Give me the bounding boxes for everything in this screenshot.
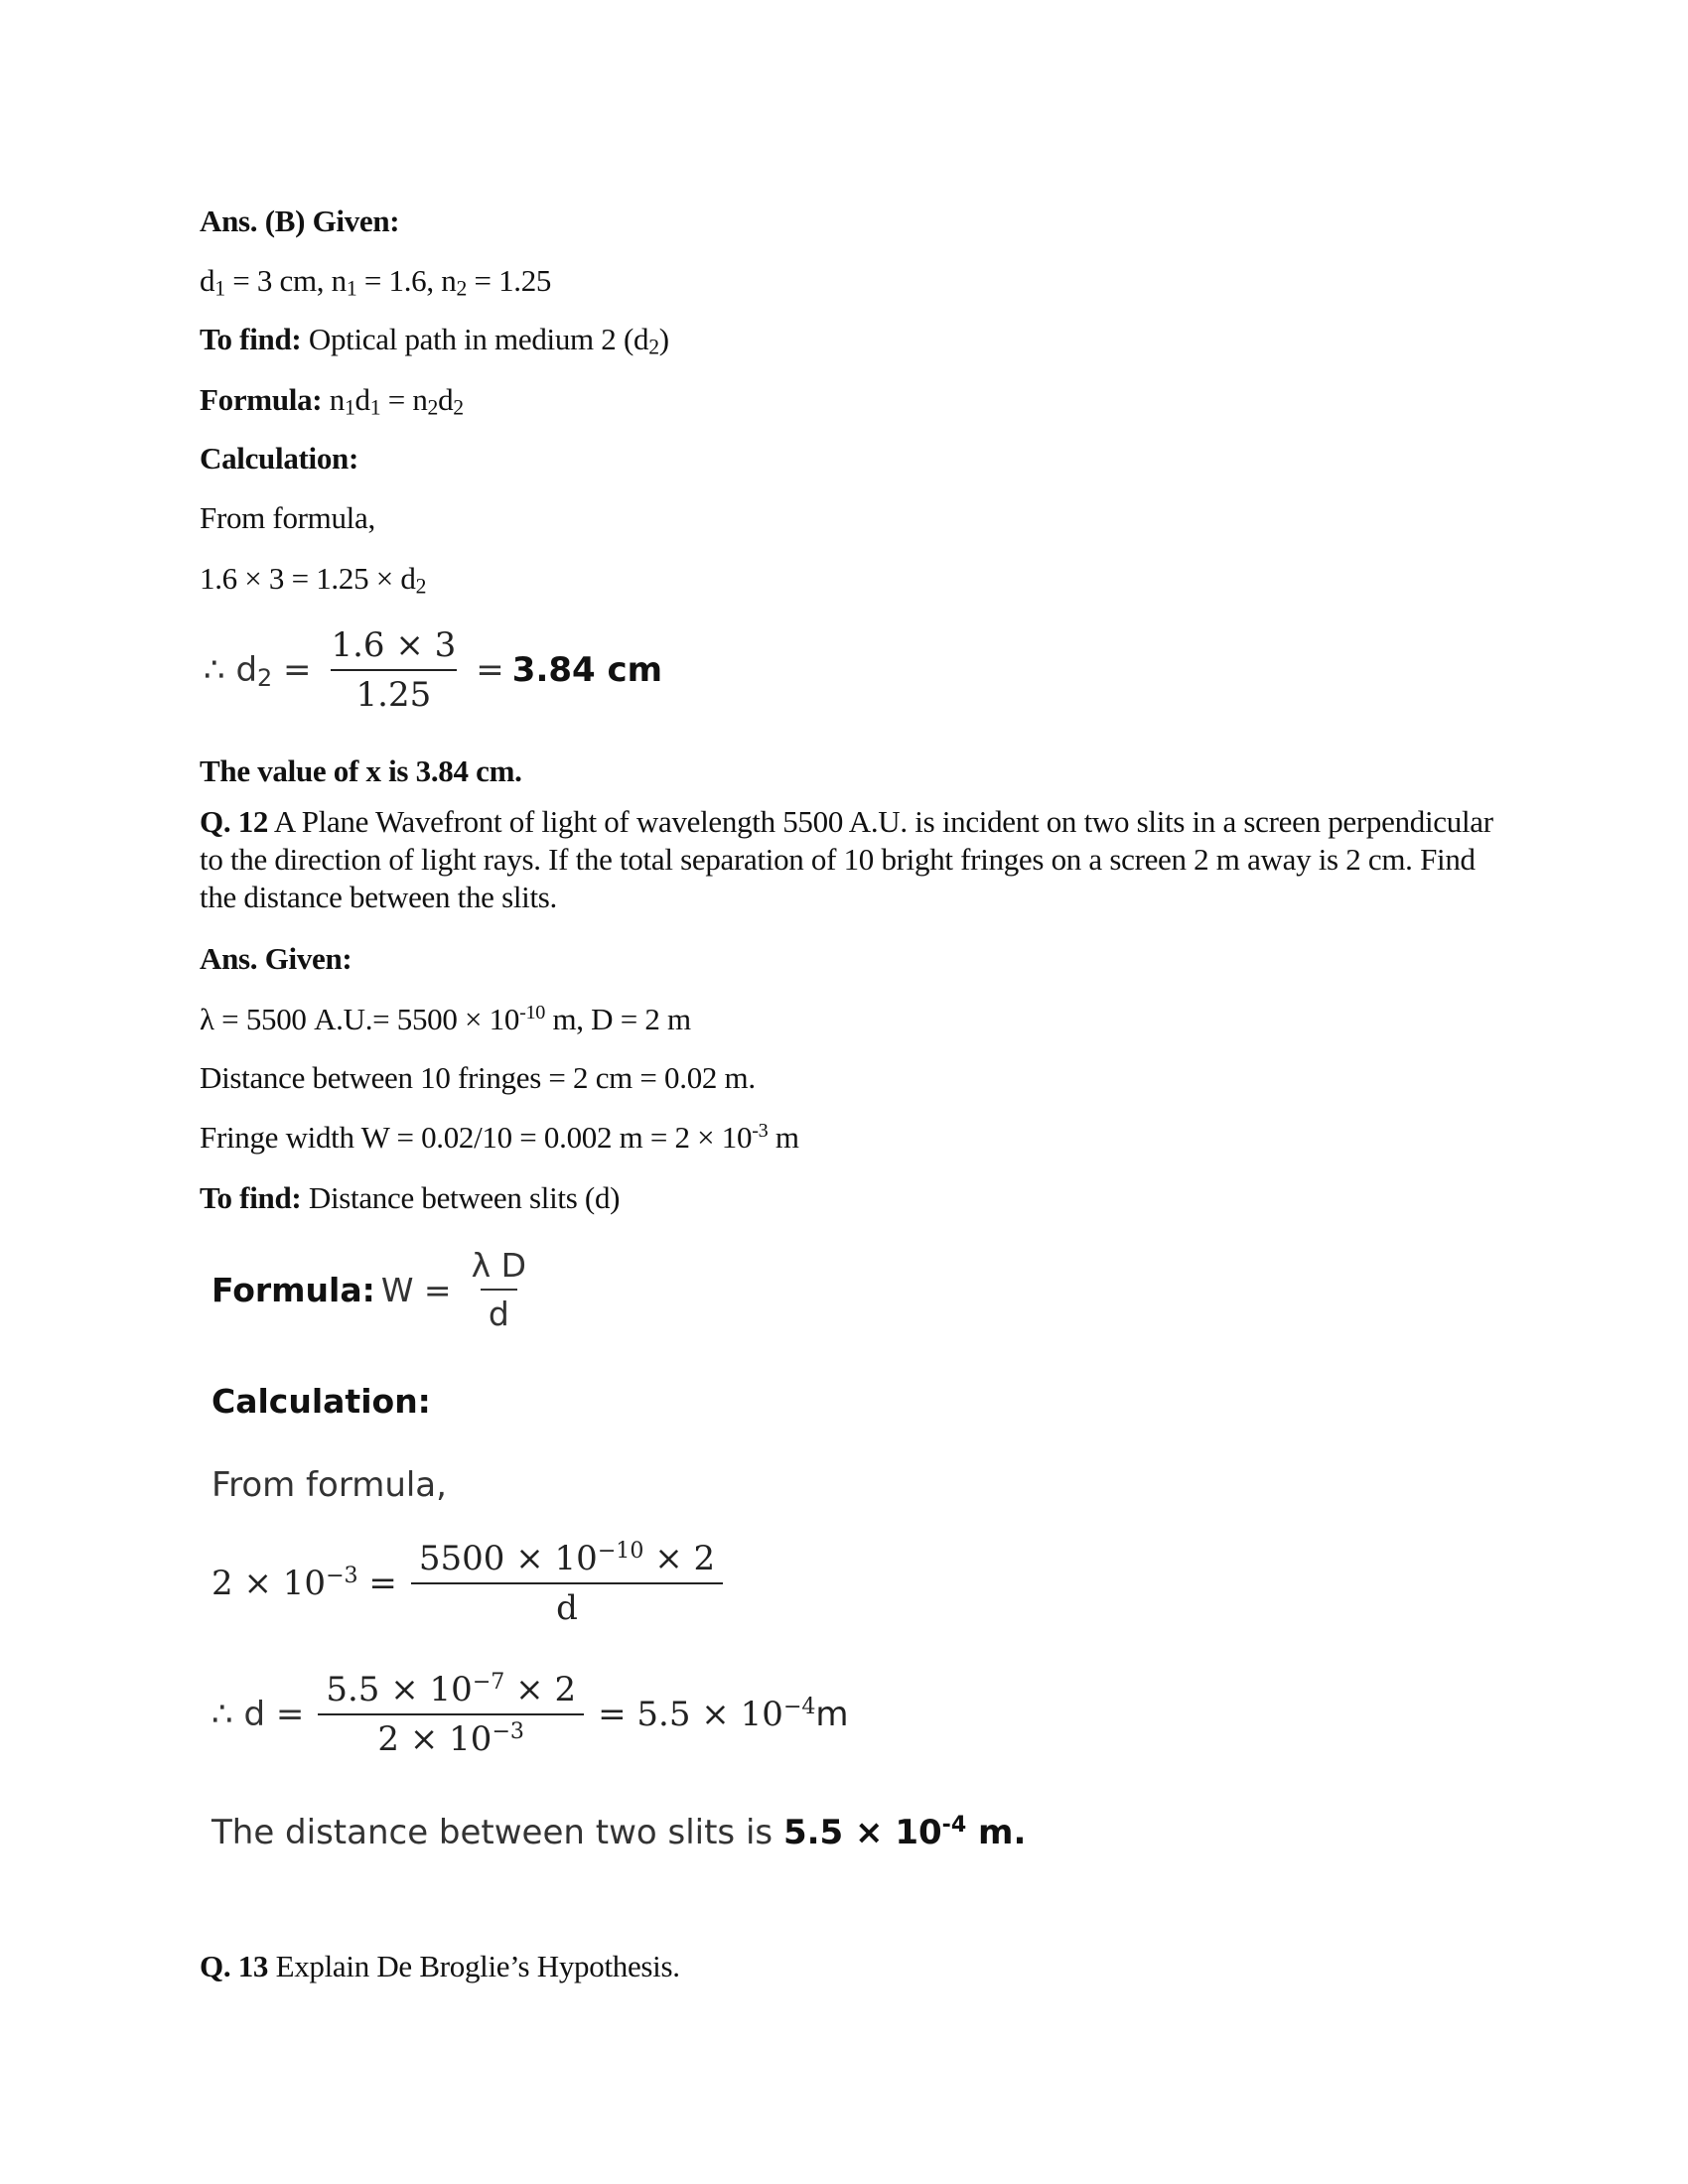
formula-fraction — [464, 1246, 534, 1333]
formula-label: Formula: — [200, 382, 323, 417]
result-value: 3.84 cm — [511, 650, 663, 690]
equation-rhs: = $5.5 \times 10^{-4}m$ — [598, 1693, 849, 1734]
fraction-numerator: λ D — [471, 1246, 527, 1285]
given-distance-q12: Distance between 10 fringes = 2 cm = 0.02 m. — [200, 1060, 756, 1095]
from-formula-q12: From formula, — [211, 1465, 447, 1505]
d1-value: = 3 cm, — [224, 263, 332, 298]
lambda-exponent: -10 — [519, 1001, 546, 1024]
question-13 — [200, 1948, 680, 1985]
result-equation-q11 — [204, 625, 662, 715]
formula-q11 — [200, 381, 464, 419]
to-find-close: ) — [658, 322, 669, 356]
lambda-text: λ = 5500 A.U.= 5500 × 10 — [200, 1002, 520, 1036]
equation-fraction — [411, 1539, 723, 1628]
calc-step-subscript: 2 — [415, 574, 427, 599]
given-values-q11 — [200, 262, 551, 300]
formula-subscript: 1 — [344, 395, 355, 420]
formula-lhs: W = — [380, 1270, 452, 1309]
to-find-subscript: 2 — [648, 335, 659, 359]
fraction-numerator: $5500 \times 10^{-10} \times 2$ — [418, 1537, 716, 1578]
fringe-text-end: m — [768, 1120, 799, 1155]
calculation-label-q11: Calculation: — [200, 441, 359, 476]
given-lambda-q12 — [200, 1001, 691, 1038]
question-number: Q. 13 — [200, 1949, 269, 1983]
n1-subscript: 1 — [346, 276, 357, 301]
fraction-numerator: 1.6 × 3 — [331, 625, 457, 665]
fraction-denominator: 1.25 — [331, 669, 458, 715]
formula-subscript: 2 — [453, 395, 464, 420]
from-formula-q11: From formula, — [200, 500, 375, 535]
calc-step-text: 1.6 × 3 = 1.25 × d — [200, 561, 416, 596]
fringe-text: Fringe width W = 0.02/10 = 0.002 m = 2 × 10 — [200, 1120, 753, 1155]
n2-symbol: n — [441, 263, 457, 298]
fraction-denominator: $2 \times 10^{-3}$ — [318, 1713, 584, 1759]
answer-heading-q12: Ans. Given: — [200, 941, 352, 976]
result-fraction — [323, 625, 464, 715]
formula-part: d — [438, 382, 454, 417]
answer-heading-q11: Ans. (B) Given: — [200, 204, 400, 238]
formula-part: d — [354, 382, 370, 417]
to-find-label: To find: — [200, 1180, 302, 1215]
n1-value: = 1.6, — [356, 263, 442, 298]
n2-value: = 1.25 — [467, 263, 552, 298]
question-number: Q. 12 — [200, 804, 269, 839]
n2-subscript: 2 — [456, 276, 467, 301]
conclusion-q11: The value of x is 3.84 cm. — [200, 753, 522, 788]
formula-part: = n — [380, 382, 428, 417]
lambda-text-end: m, D = 2 m — [545, 1002, 691, 1036]
equation-fraction — [318, 1670, 584, 1759]
fraction-denominator: d — [411, 1582, 723, 1628]
to-find-q12 — [200, 1179, 620, 1217]
fringe-exponent: -3 — [752, 1119, 769, 1142]
equation-lhs: ∴ d = — [211, 1695, 305, 1734]
to-find-label: To find: — [200, 322, 302, 356]
equation-lhs: $2 \times 10^{-3}$ = — [211, 1562, 397, 1603]
fraction-denominator: d — [481, 1289, 517, 1333]
calc-step-q11 — [200, 560, 426, 598]
calculation-label-q12: Calculation: — [211, 1382, 431, 1421]
question-12 — [200, 803, 1510, 916]
question-text: Explain De Broglie’s Hypothesis. — [268, 1949, 680, 1983]
d1-symbol: d — [200, 263, 215, 298]
fraction-numerator: $5.5 \times 10^{-7} \times 2$ — [326, 1668, 577, 1709]
conclusion-value: $5.5 \times 10^{-4}$ m. — [782, 1811, 1027, 1852]
conclusion-text: The distance between two slits is — [211, 1813, 783, 1852]
equation-1-q12 — [211, 1539, 723, 1628]
to-find-text: Distance between slits (d) — [301, 1180, 621, 1215]
to-find-q11 — [200, 321, 669, 358]
d1-subscript: 1 — [214, 276, 225, 301]
question-text: A Plane Wavefront of light of wavelength 5500 A.U. is incident on two slits in a screen perpendicular to the direction of light rays. If the total separation of 10 bright fringes on a screen 2 m away is 2 cm. Find the distance between the slits. — [200, 804, 1493, 914]
formula-subscript: 2 — [427, 395, 439, 420]
result-lhs: ∴ $d_2$ = — [204, 650, 312, 692]
result-equals: = — [476, 650, 504, 690]
formula-q12 — [211, 1246, 534, 1333]
equation-2-q12 — [211, 1670, 849, 1759]
formula-subscript: 1 — [369, 395, 381, 420]
to-find-text: Optical path in medium 2 (d — [301, 322, 649, 356]
given-fringe-width-q12 — [200, 1119, 799, 1157]
conclusion-q12 — [211, 1813, 1026, 1852]
formula-label: Formula: — [211, 1270, 375, 1309]
formula-part: n — [322, 382, 345, 417]
n1-symbol: n — [331, 263, 347, 298]
